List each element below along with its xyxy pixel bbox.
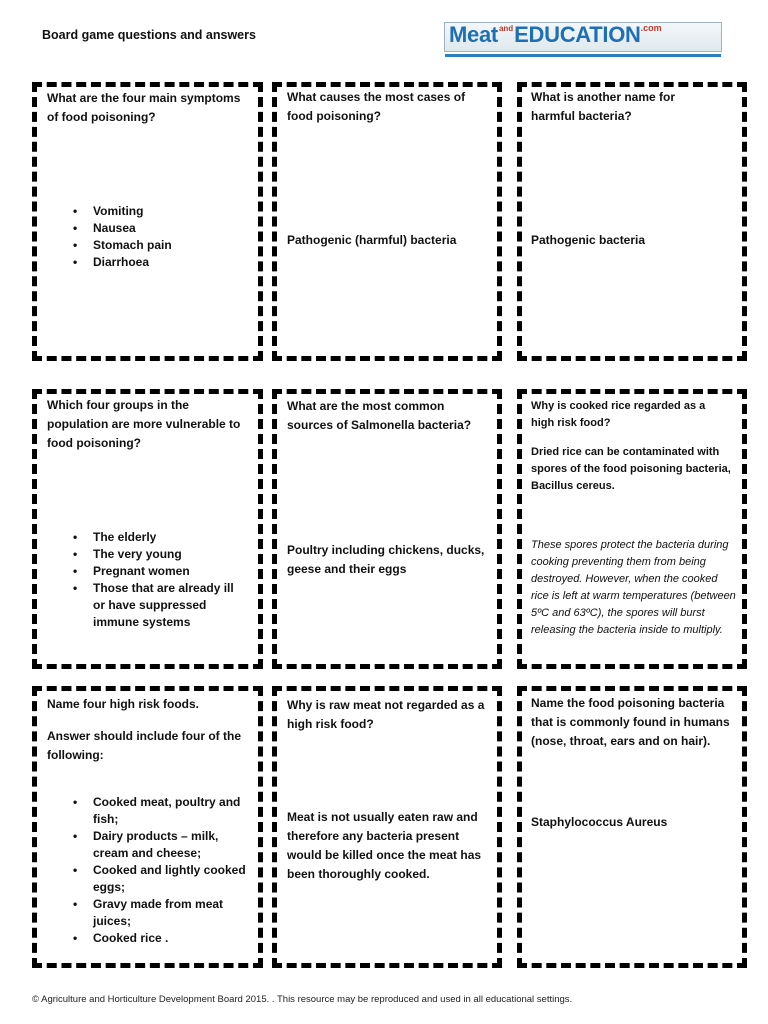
logo-education: EDUCATION <box>514 22 641 47</box>
answer-item: • Pregnant women <box>73 563 243 580</box>
answer-item: • Nausea <box>73 220 243 237</box>
answer-item: • Cooked meat, poultry and fish; <box>73 794 251 828</box>
logo-text <box>449 22 662 48</box>
answer-item: • Those that are already ill or have suppressed immune systems <box>73 580 243 631</box>
answer-item: • Dairy products – milk, cream and cheese; <box>73 828 251 862</box>
copyright-footer: © Agriculture and Horticulture Development Board 2015. . This resource may be reproduced and used in all educational settings. <box>32 994 573 1005</box>
logo-com: .com <box>640 23 662 33</box>
question-text: What are the most common sources of Salmonella bacteria? <box>287 399 472 432</box>
answer-item: • The very young <box>73 546 243 563</box>
answer-list <box>73 203 243 271</box>
answer-text: Pathogenic bacteria <box>531 233 646 247</box>
answer-item: • The elderly <box>73 529 243 546</box>
question-text: What causes the most cases of food poisoning? <box>287 90 466 123</box>
answer-item: • Diarrhoea <box>73 254 243 271</box>
page-title: Board game questions and answers <box>42 28 256 42</box>
question-text: Name the food poisoning bacteria that is commonly found in humans (nose, throat, ears and on hair). <box>531 696 730 748</box>
answer-item: • Cooked rice . <box>73 930 251 947</box>
answer-item: • Stomach pain <box>73 237 243 254</box>
answer-text: Dried rice can be contaminated with spores of the food poisoning bacteria, Bacillus cereus. <box>531 446 731 492</box>
question-text: Which four groups in the population are more vulnerable to food poisoning? <box>47 398 241 450</box>
question-text: Why is cooked rice regarded as a high risk food? <box>531 400 706 429</box>
answer-text: Pathogenic (harmful) bacteria <box>287 233 457 247</box>
answer-text: Poultry including chickens, ducks, geese and their eggs <box>287 543 485 576</box>
answer-list <box>73 794 251 947</box>
question-text: What is another name for harmful bacteria? <box>531 90 676 123</box>
question-text: Name four high risk foods. <box>47 697 200 711</box>
answer-item: • Cooked and lightly cooked eggs; <box>73 862 251 896</box>
logo-meat: Meat <box>449 22 498 47</box>
question-text: What are the four main symptoms of food poisoning? <box>47 91 241 124</box>
answer-item: • Gravy made from meat juices; <box>73 896 251 930</box>
meat-and-education-logo <box>444 22 722 52</box>
answer-item: • Vomiting <box>73 203 243 220</box>
answer-intro: Answer should include four of the following: <box>47 729 242 762</box>
answer-list <box>73 529 243 631</box>
logo-underline <box>445 54 721 57</box>
answer-note: These spores protect the bacteria during cooking preventing them from being destroyed. However, when the cooked rice is left at warm temperatures (between 5ºC and 63ºC), the spores will burst releasing the bacteria inside to multiply. <box>531 539 736 636</box>
logo-and: and <box>498 24 514 33</box>
question-text: Why is raw meat not regarded as a high risk food? <box>287 698 485 731</box>
answer-text: Staphylococcus Aureus <box>531 815 668 829</box>
answer-text: Meat is not usually eaten raw and therefore any bacteria present would be killed once the meat has been thoroughly cooked. <box>287 810 482 881</box>
